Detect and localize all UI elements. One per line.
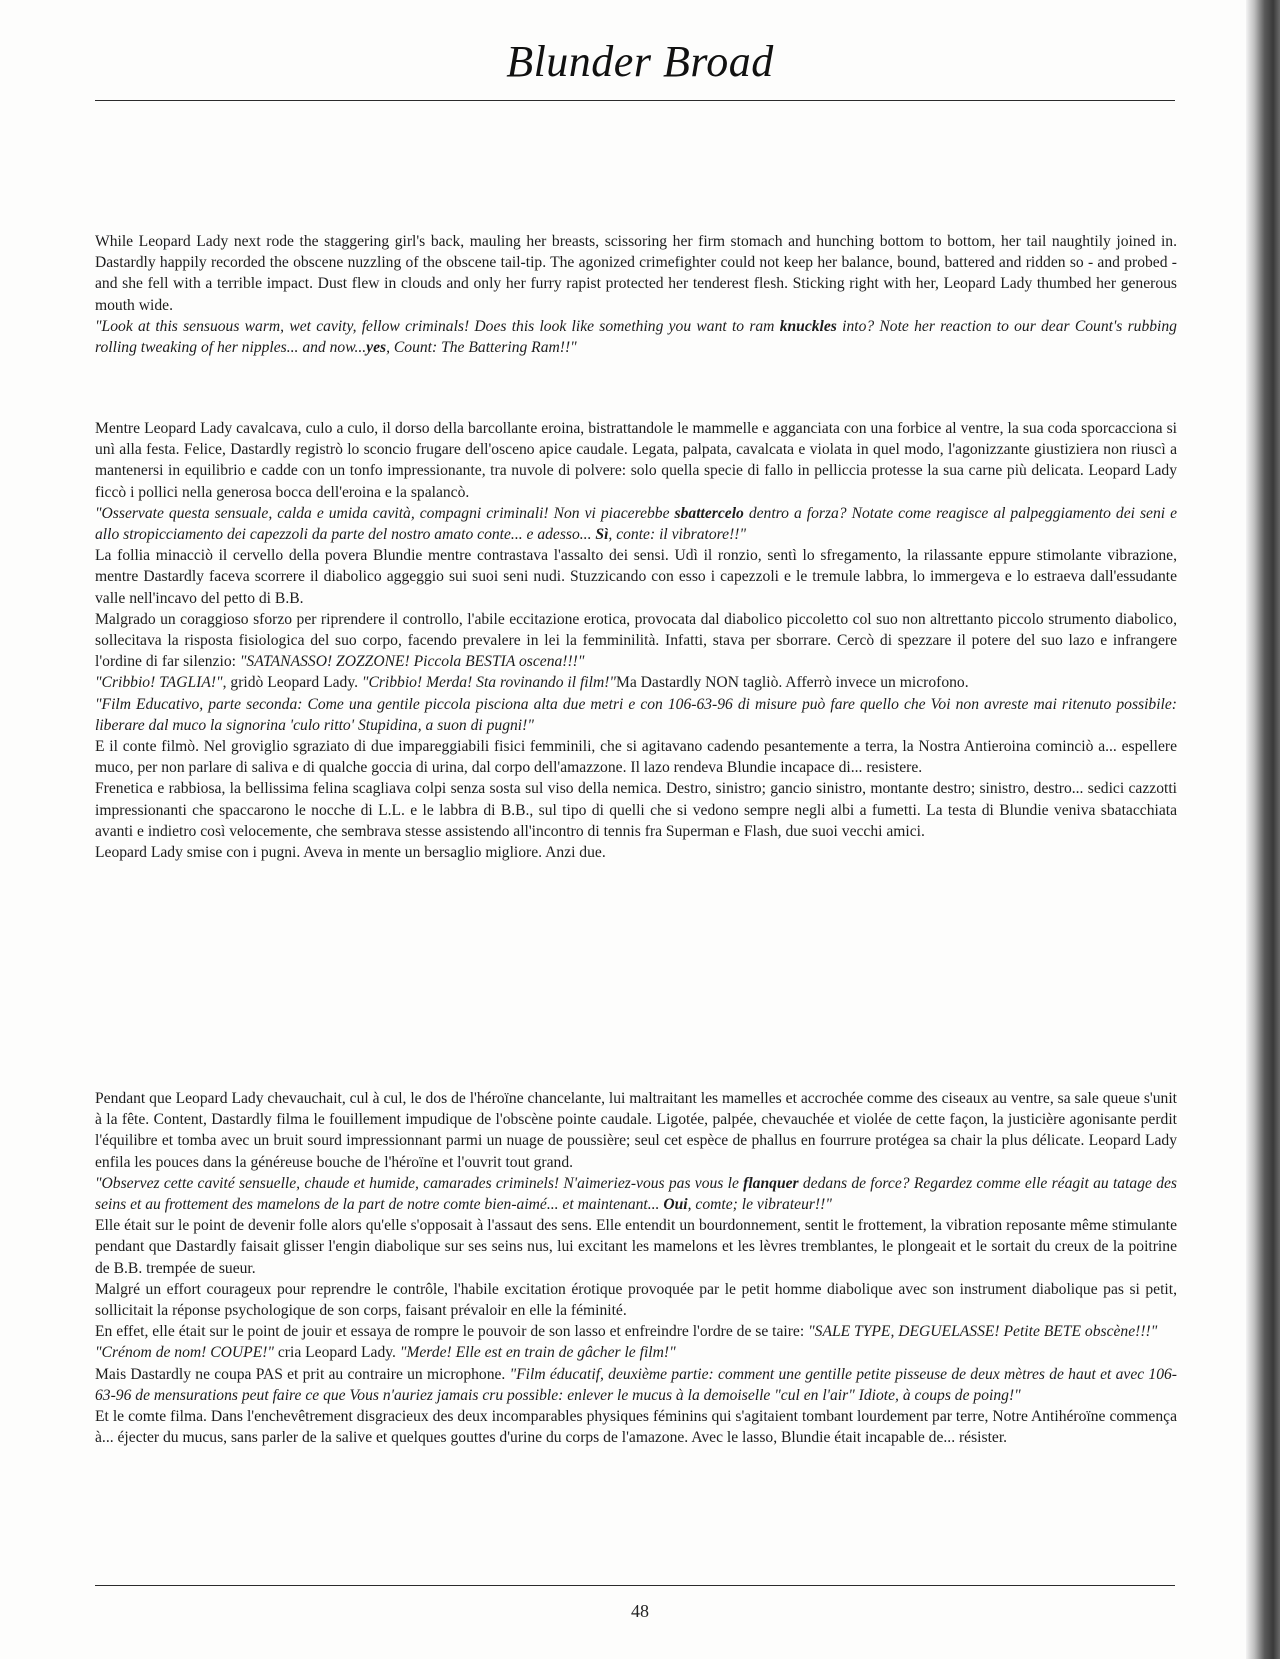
quote-text: "Cribbio! TAGLIA!" bbox=[95, 674, 223, 692]
page-binding-shadow bbox=[1246, 0, 1280, 1659]
paragraph bbox=[95, 1279, 1177, 1321]
paragraph-text: Ma Dastardly NON tagliò. Afferrò invece un microfono. bbox=[615, 674, 969, 692]
quote-text: "Film Educativo, parte seconda: Come una gentile piccola piscionа alta due metri e con 106-63-96 di misure può fare quello che Voi non avreste mai ritenuto possibile: liberare dal muco la signorina 'culo ritto' Stupidina, a suon di pugni!" bbox=[95, 695, 1177, 734]
paragraph-text: While Leopard Lady next rode the staggering girl's back, mauling her breasts, scissoring her firm stomach and hunching bottom to bottom, her tail naughtily joined in. Dastardly happily recorded the obscene nuzzling of the obscene tail-tip. The agonized crimefighter could not keep her balance, bound, battered and ridden so - and probed - and she fell with a terrible impact. Dust flew in clouds and only her furry rapist protected her tenderest flesh. Sticking right with her, Leopard Lady thumbed her generous mouth wide. bbox=[95, 233, 1177, 314]
paragraph-text: Frenetica e rabbiosa, la bellissima felina scagliava colpi senza sosta sul viso della nemica. Destro, sinistro; gancio sinistro, montante destro; sinistro, destro... sedici cazzotti impressionanti che spaccarono le nocche di L.L. e le labbra di B.B., sul tipo di quelli che si vedono sempre negli albi a fumetti. La testa di Blundie veniva sbatacchiata avanti e indietro così velocemente, che sembrava stesse assistendo all'incontro di tennis fra Superman e Flash, due suoi vecchi amici. bbox=[95, 780, 1177, 840]
quote-paragraph bbox=[95, 503, 1177, 545]
paragraph bbox=[95, 736, 1177, 778]
quote-text: "Look at this sensuous warm, wet cavity, fellow criminals! Does this look like something you want to ram bbox=[95, 317, 780, 335]
paragraph bbox=[95, 778, 1177, 842]
quote-text: "SALE TYPE, DEGUELASSE! Petite BETE obscène!!!" bbox=[808, 1323, 1158, 1341]
paragraph-text: Elle était sur le point de devenir folle alors qu'elle s'opposait à l'assaut des sens. Elle entendit un bourdonnement, sentit le frottement, la vibration reposante même stimulante pendant que Dastardly faisait glisser l'engin diabolique sur ses seins nus, lui excitant les mamelons et les lèvres tremblantes, le plongeait et le sortait du creux de la poitrine de B.B. trempée de sueur. bbox=[95, 1217, 1177, 1277]
paragraph-text: , gridò Leopard Lady. bbox=[222, 674, 362, 692]
header-rule bbox=[95, 100, 1175, 101]
italian-section bbox=[95, 418, 1177, 863]
french-section bbox=[95, 1088, 1177, 1448]
paragraph-text: Mentre Leopard Lady cavalcava, culo a culo, il dorso della barcollante eroina, bistrattandole le mammelle e agganciata con una forbice al ventre, la sua coda sporcacciona si unì alla festa. Felice, Dastardly registrò lo sconcio frugare dell'osceno apice caudale. Legata, palpata, cavalcata e violata in quel modo, l'agonizzante giustiziera non riuscì a mantenersi in equilibrio e cadde con un tonfo impressionante, tra nuvole di polvere: solo quella specie di fallo in pelliccia protesse la sua carne più delicata. Leopard Lady ficcò i pollici nella generosa bocca dell'eroina e la spalancò. bbox=[95, 420, 1177, 501]
bold-word: knuckles bbox=[779, 317, 837, 335]
quote-text: dentro a forza? Notate come reagisce al palpeggiamento dei seni e allo stropicciamento dei capezzoli da parte del nostro amato conte... e adesso... bbox=[95, 504, 1177, 544]
quote-text: "Cribbio! Merda! Sta rovinando il film!" bbox=[361, 674, 616, 692]
bold-word: Sì bbox=[595, 526, 609, 544]
paragraph-text: Leopard Lady smise con i pugni. Aveva in mente un bersaglio migliore. Anzi due. bbox=[95, 844, 606, 862]
paragraph bbox=[95, 418, 1177, 503]
quote-paragraph bbox=[95, 694, 1177, 736]
quote-text: "Merde! Elle est en train de gâcher le film!" bbox=[399, 1344, 676, 1362]
quote-text: dedans de force? Regardez comme elle réagit au tatage des seins et au frottement des mamelons de la part de notre comte bien-aimé... et maintenant... bbox=[95, 1174, 1177, 1214]
paragraph-text: Mais Dastardly ne coupa PAS et prit au contraire un microphone. bbox=[95, 1365, 510, 1383]
bold-word: yes bbox=[366, 339, 387, 357]
paragraph bbox=[95, 672, 1177, 693]
paragraph-text: En effet, elle était sur le point de jouir et essaya de rompre le pouvoir de son lasso et enfreindre l'ordre de se taire: bbox=[95, 1323, 809, 1341]
paragraph-text: Pendant que Leopard Lady chevauchait, cul à cul, le dos de l'héroïne chancelante, lui maltraitant les mamelles et accrochée comme des ciseaux au ventre, sa sale queue s'unit à la fête. Content, Dastardly filma le fouillement impudique de l'obscène pointe caudale. Ligotée, palpée, chevauchée et violée de cette façon, la justicière agonisante perdit l'équilibre et tomba avec un bruit sourd impressionnant parmi un nuage de poussière; seul cet espèce de phallus en fourrure protégea sa chair la plus délicate. Leopard Lady enfila les pouces dans la généreuse bouche de l'héroïne et l'ouvrit tout grand. bbox=[95, 1090, 1177, 1171]
bold-word: sbattercelo bbox=[674, 504, 744, 522]
footer-rule bbox=[95, 1585, 1175, 1586]
quote-paragraph bbox=[95, 316, 1177, 358]
paragraph bbox=[95, 609, 1177, 673]
quote-text: , conte: il vibratore!!" bbox=[608, 526, 747, 544]
paragraph bbox=[95, 1342, 1177, 1363]
paragraph-text: Et le comte filma. Dans l'enchevêtrement disgracieux des deux incomparables physiques féminins qui s'agitaient tombant lourdement par terre, Notre Antihéroïne commença à... éjecter du mucus, sans parler de la salive et quelques gouttes d'urine du corps de l'amazone. Avec le lasso, Blundie était incapable de... résister. bbox=[95, 1408, 1177, 1447]
quote-text: , Count: The Battering Ram!!" bbox=[386, 339, 577, 357]
page-number: 48 bbox=[631, 1601, 649, 1621]
quote-text: into? Note her reaction to our dear Count's rubbing rolling tweaking of her nipples... and now... bbox=[95, 317, 1177, 357]
paragraph bbox=[95, 1406, 1177, 1448]
paragraph-text: cria Leopard Lady. bbox=[273, 1344, 400, 1362]
paragraph-text: Malgré un effort courageux pour reprendre le contrôle, l'habile excitation érotique provoquée par le petit homme diabolique avec son instrument diabolique pas si petit, sollicitait la réponse psychologique de son corps, faisant prévaloir en elle la féminité. bbox=[95, 1280, 1177, 1320]
paragraph bbox=[95, 231, 1177, 316]
quote-text: , comte; le vibrateur!!" bbox=[687, 1196, 832, 1214]
quote-text: "Film éducatif, deuxième partie: comment une gentille petite pisseuse de deux mètres de haut et avec 106-63-96 de mensurations peut faire ce que Vous n'auriez jamais cru possible: enlever le mucus à la demoiselle "cul en l'air" Idiote, à coups de poing!" bbox=[95, 1365, 1178, 1404]
page-title: Blunder Broad bbox=[506, 37, 774, 86]
quote-text: "Observez cette cavité sensuelle, chaude et humide, camarades criminels! N'aimeriez-vous pas vous le bbox=[95, 1174, 744, 1192]
paragraph-text: E il conte filmò. Nel groviglio sgraziato di due impareggiabili fisici femminili, che si agitavano cadendo pesantemente a terra, la Nostra Antieroina cominciò a... espellere muco, per non parlare di saliva e di qualche goccia di urina, dal corpo dell'amazzone. Il lazo rendeva Blundie incapace di... resistere. bbox=[95, 738, 1177, 777]
paragraph bbox=[95, 842, 1177, 863]
quote-text: "SATANASSO! ZOZZONE! Piccola BESTIA oscena!!!" bbox=[239, 653, 585, 671]
paragraph bbox=[95, 1088, 1177, 1173]
paragraph-text: La follia minacciò il cervello della povera Blundie mentre contrastava l'assalto dei sensi. Udì il ronzio, sentì lo sfregamento, la rilassante eppure stimolante vibrazione, mentre Dastardly faceva scorrere il diabolico aggeggio sui suoi seni nudi. Stuzzicando con esso i capezzoli e le tremule labbra, lo immergeva e lo estraeva dall'essudante valle nell'incavo del petto di B.B. bbox=[95, 547, 1177, 607]
paragraph bbox=[95, 1364, 1177, 1406]
quote-text: "Crénom de nom! COUPE!" bbox=[95, 1344, 274, 1362]
paragraph bbox=[95, 1321, 1177, 1342]
bold-word: Oui bbox=[663, 1196, 688, 1214]
bold-word: flanquer bbox=[743, 1174, 799, 1192]
english-section bbox=[95, 231, 1177, 358]
paragraph bbox=[95, 1215, 1177, 1279]
quote-paragraph bbox=[95, 1173, 1177, 1215]
quote-text: "Osservate questa sensuale, calda e umida cavità, compagni criminali! Non vi piacerebbe bbox=[95, 504, 675, 522]
paragraph-text: Malgrado un coraggioso sforzo per riprendere il controllo, l'abile eccitazione erotica, provocata dal diabolico piccoletto col suo non altrettanto piccolo strumento diabolico, sollecitava la risposta fisiologica del suo corpo, facendo prevalere in lei la femminilità. Infatti, stava per sborrare. Cercò di spezzare il potere del suo lazo e infrangere l'ordine di far silenzio: bbox=[95, 610, 1177, 671]
paragraph bbox=[95, 545, 1177, 609]
